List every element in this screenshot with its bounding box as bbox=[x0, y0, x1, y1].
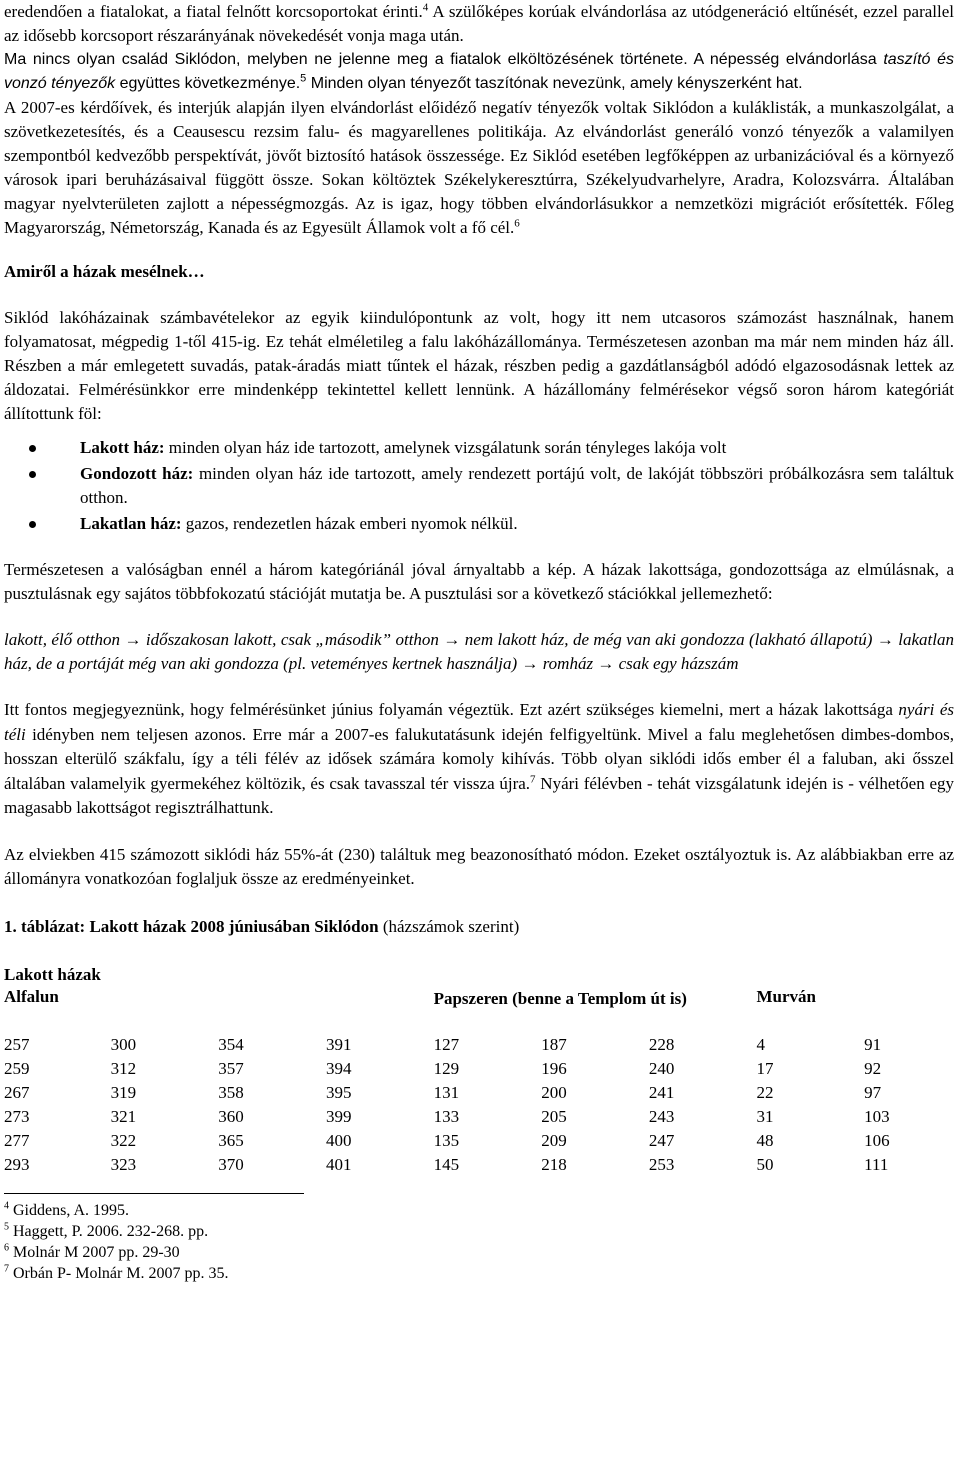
table-cell: 321 bbox=[110, 1106, 137, 1126]
table-cell: 145 bbox=[433, 1154, 460, 1174]
table-cell: 50 bbox=[756, 1154, 774, 1174]
table-cell: 357 bbox=[218, 1058, 244, 1078]
houses-table bbox=[4, 987, 954, 1179]
footnote-number: 4 bbox=[4, 1200, 9, 1212]
table-cell: 394 bbox=[325, 1058, 352, 1078]
category-list bbox=[4, 436, 954, 536]
footnote-ref-5[interactable]: 5 bbox=[300, 72, 307, 85]
table-cell: 209 bbox=[541, 1130, 567, 1150]
table-cell: 135 bbox=[433, 1130, 460, 1150]
para2-text-a: Ma nincs olyan család Siklódon, melyben ne jelenne meg a fiatalok elköltözésének története. A népesség elvándorlása bbox=[4, 51, 884, 68]
bullet-icon bbox=[29, 445, 36, 452]
paragraph-7: Az elviekben 415 számozott siklódi ház 55%-át (230) találtuk meg beazonosítható módon. Ezeket osztályoztuk is. Az alábbiakban erre az állományra vonatkozóan foglaljuk össze az eredményeinket. bbox=[4, 844, 954, 888]
footnote bbox=[4, 1200, 954, 1221]
table-cell: 259 bbox=[4, 1058, 30, 1078]
table-cell: 300 bbox=[110, 1034, 137, 1054]
table-cell: 247 bbox=[648, 1130, 675, 1150]
para2-text-b: együttes következménye. bbox=[115, 75, 301, 92]
table-cell: 401 bbox=[325, 1154, 352, 1174]
table-cell: 218 bbox=[541, 1154, 567, 1174]
table-cell: 322 bbox=[110, 1130, 137, 1150]
table-cell: 354 bbox=[218, 1034, 244, 1054]
para6-text-c: Nyári félévben - tehát vizsgálatunk idején is - vélhetően egy magasabb lakottságot regisztrálhattunk. bbox=[4, 773, 955, 818]
table-cell: 187 bbox=[541, 1034, 567, 1054]
table-row bbox=[4, 1059, 954, 1083]
table-cell: 360 bbox=[218, 1106, 244, 1126]
table-cell: 17 bbox=[756, 1058, 774, 1078]
footnote-number: 5 bbox=[4, 1221, 9, 1233]
paragraph-3 bbox=[4, 96, 954, 240]
table-cell: 358 bbox=[218, 1082, 244, 1102]
paragraph-1 bbox=[4, 0, 954, 48]
para2-italic: taszító és vonzó tényezők bbox=[4, 51, 954, 92]
table-cell: 241 bbox=[648, 1082, 675, 1102]
table-cell: 111 bbox=[864, 1154, 889, 1174]
para2-text-c: Minden olyan tényezőt taszítónak nevezünk, amely kényszerként hat. bbox=[306, 75, 803, 92]
table-cell: 131 bbox=[433, 1082, 460, 1102]
footnote-text: Giddens, A. 1995. bbox=[13, 1201, 129, 1219]
table-row bbox=[4, 1131, 954, 1155]
category-text: gazos, rendezetlen házak emberi nyomok nélkül. bbox=[181, 514, 518, 533]
footnotes bbox=[4, 1200, 954, 1284]
paragraph-6 bbox=[4, 698, 954, 821]
table-cell: 400 bbox=[325, 1130, 352, 1150]
footnote bbox=[4, 1242, 954, 1263]
paragraph-5: Természetesen a valóságban ennél a három kategóriánál jóval árnyaltabb a kép. A házak lakottsága, gondozottsága az elmúlásnak, a pusztulásnak egy sajátos többfokozatú stációját mutatja be. A pusztulási sor a következő stációkkal jellemezhető: bbox=[4, 560, 954, 603]
table-cell: 106 bbox=[864, 1130, 890, 1150]
footnote-number: 6 bbox=[4, 1242, 9, 1254]
table-row bbox=[4, 1107, 954, 1131]
table-cell: 31 bbox=[756, 1106, 774, 1126]
footnote-text: Molnár M 2007 pp. 29-30 bbox=[13, 1243, 180, 1261]
table-cell: 240 bbox=[648, 1058, 675, 1078]
table-cell: 200 bbox=[541, 1082, 567, 1102]
section-heading: Amiről a házak mesélnek… bbox=[4, 262, 205, 281]
table-title: Lakott házak bbox=[4, 964, 101, 984]
table-cell: 129 bbox=[433, 1058, 460, 1078]
table-cell: 22 bbox=[756, 1082, 774, 1102]
para6-italic: nyári és téli bbox=[4, 700, 955, 744]
table-caption bbox=[4, 915, 954, 939]
footnote-text: Haggett, P. 2006. 232-268. pp. bbox=[13, 1222, 209, 1240]
footnote bbox=[4, 1221, 954, 1242]
table-cell: 196 bbox=[541, 1058, 567, 1078]
table-header-row bbox=[4, 987, 954, 1035]
table-cell: 91 bbox=[864, 1034, 882, 1054]
list-item bbox=[4, 462, 954, 510]
document-page bbox=[4, 0, 954, 1284]
footnote-text: Orbán P- Molnár M. 2007 pp. 35. bbox=[13, 1264, 229, 1282]
para6-text-b: idényben nem teljesen azonos. Erre már a 2007-es falukutatásunk idején felfigyeltünk. Mivel a falu meglehetősen dimbes-dombos, hosszan elterülő szákfalu, így a téli félév az idősek számára komoly kihívás. Több olyan siklódi idős ember él a faluban, aki ősszel általában valamelyik gyermekéhez költözik, és csak tavasszal tér vissza újra. bbox=[4, 724, 954, 793]
para6-text-a: Itt fontos megjegyeznünk, hogy felmérésünket június folyamán végeztük. Ezt azért szükséges kiemelni, mert a házak lakottsága bbox=[4, 700, 899, 719]
header-murvan: Murván bbox=[756, 986, 816, 1006]
table-cell: 133 bbox=[433, 1106, 460, 1126]
table-cell: 273 bbox=[4, 1106, 30, 1126]
table-cell: 127 bbox=[433, 1034, 460, 1054]
category-label: Gondozott ház: bbox=[80, 464, 194, 483]
footnote-divider bbox=[4, 1193, 304, 1194]
table-cell: 48 bbox=[756, 1130, 774, 1150]
table-cell: 323 bbox=[110, 1154, 137, 1174]
footnote bbox=[4, 1263, 954, 1284]
para3-text: A 2007-es kérdőívek, és interjúk alapján ilyen elvándorlást előidéző negatív tényezők voltak Siklódon a kuláklisták, a munkaszolgálat, a szövetkezetesítés, és a Ceausescu rezsim falu- és magyarellenes politikája. Az elvándorlást generáló vonzó tényezők a valamilyen szempontból kedvezőbb perspektívát, jövőt biztosító hatások összessége. Ez Siklód esetében legfőképpen az urbanizációval és a környező városok ipari beruházásaival függött össze. Sokan költöztek Székelykeresztúrra, Székelyudvarhelyre, Aradra, Kolozsvárra. Általában magyar nyelvterületen zajlott a népességmozgás. Az is igaz, hogy többen elvándorlásukkor a nemzetközi migrációt erősítették. Főleg Magyarország, Németország, Kanada és az Egyesült Államok volt a fő cél. bbox=[4, 98, 954, 237]
table-cell: 370 bbox=[218, 1154, 244, 1174]
bullet-icon bbox=[29, 471, 36, 478]
para1-text-a: eredendően a fiatalokat, a fiatal felnőtt korcsoportokat érinti. bbox=[4, 2, 423, 21]
category-text: minden olyan ház ide tartozott, amelynek vizsgálatunk során tényleges lakója volt bbox=[164, 438, 727, 457]
table-cell: 395 bbox=[325, 1082, 352, 1102]
header-alfalun: Alfalun bbox=[4, 986, 59, 1006]
paragraph-4: Siklód lakóházainak számbavételekor az egyik kiindulópontunk az volt, hogy itt nem utcasoros számozást használnak, hanem folyamatosat, mégpedig 1-től 415-ig. Ez tehát elméletileg a falu lakóházállománya. Természetesen azonban ma már nem minden ház áll. Részben a már emlegetett suvadás, patak-áradás miatt tűntek el házak, részben pedig a gazdátlanságból adódó elgazosodásnak lettek az áldozatai. Felmérésünkkor erre mindenképp tekintettel kellett lennünk. A házállomány felmérésekor végső soron három kategóriát állítottunk föl: bbox=[4, 308, 954, 423]
category-label: Lakott ház: bbox=[80, 438, 165, 457]
table-cell: 205 bbox=[541, 1106, 567, 1126]
category-text: minden olyan ház ide tartozott, amely rendezett portájú volt, de lakóját többszöri próbálkozásra sem találtuk otthon. bbox=[80, 464, 954, 507]
table-cell: 293 bbox=[4, 1154, 30, 1174]
table-cell: 92 bbox=[864, 1058, 882, 1078]
table-cell: 312 bbox=[110, 1058, 137, 1078]
table-caption-rest: (házszámok szerint) bbox=[378, 916, 520, 936]
table-cell: 277 bbox=[4, 1130, 30, 1150]
list-item bbox=[4, 436, 954, 460]
table-row bbox=[4, 1155, 954, 1179]
bullet-icon bbox=[29, 521, 36, 528]
table-cell: 267 bbox=[4, 1082, 30, 1102]
table-body bbox=[4, 1035, 954, 1179]
footnote-number: 7 bbox=[4, 1263, 9, 1275]
footnote-ref-7[interactable]: 7 bbox=[530, 773, 536, 786]
table-cell: 319 bbox=[110, 1082, 137, 1102]
table-row bbox=[4, 1083, 954, 1107]
table-cell: 228 bbox=[648, 1034, 675, 1054]
table-cell: 253 bbox=[648, 1154, 675, 1174]
footnote-ref-6[interactable]: 6 bbox=[514, 217, 520, 230]
footnote-ref-4[interactable]: 4 bbox=[422, 1, 429, 14]
decay-stages: lakott, élő otthon → időszakosan lakott, csak „második” otthon → nem lakott ház, de még van aki gondozza (lakható állapotú) → lakatlan ház, de a portáját még van aki gondozza (pl. veteményes kertnek használja) → romház → csak egy házszám bbox=[4, 630, 954, 673]
para1-text-b: A szülőképes korúak elvándorlása az utódgeneráció eltűnését, ezzel parallel az idősebb korcsoport részarányának növekedését vonja maga után. bbox=[4, 2, 954, 45]
table-cell: 399 bbox=[325, 1106, 352, 1126]
table-cell: 257 bbox=[4, 1034, 30, 1054]
table-cell: 4 bbox=[756, 1034, 765, 1054]
table-cell: 391 bbox=[325, 1034, 352, 1054]
table-cell: 103 bbox=[864, 1106, 890, 1126]
category-label: Lakatlan ház: bbox=[80, 514, 182, 533]
table-cell: 97 bbox=[864, 1082, 882, 1102]
list-item bbox=[4, 512, 954, 536]
paragraph-2 bbox=[4, 48, 954, 96]
table-cell: 243 bbox=[648, 1106, 675, 1126]
table-cell: 365 bbox=[218, 1130, 244, 1150]
table-row bbox=[4, 1035, 954, 1059]
header-papszeren: Papszeren (benne a Templom út is) bbox=[433, 988, 687, 1008]
table-caption-bold: 1. táblázat: Lakott házak 2008 júniusában Siklódon bbox=[4, 916, 379, 936]
